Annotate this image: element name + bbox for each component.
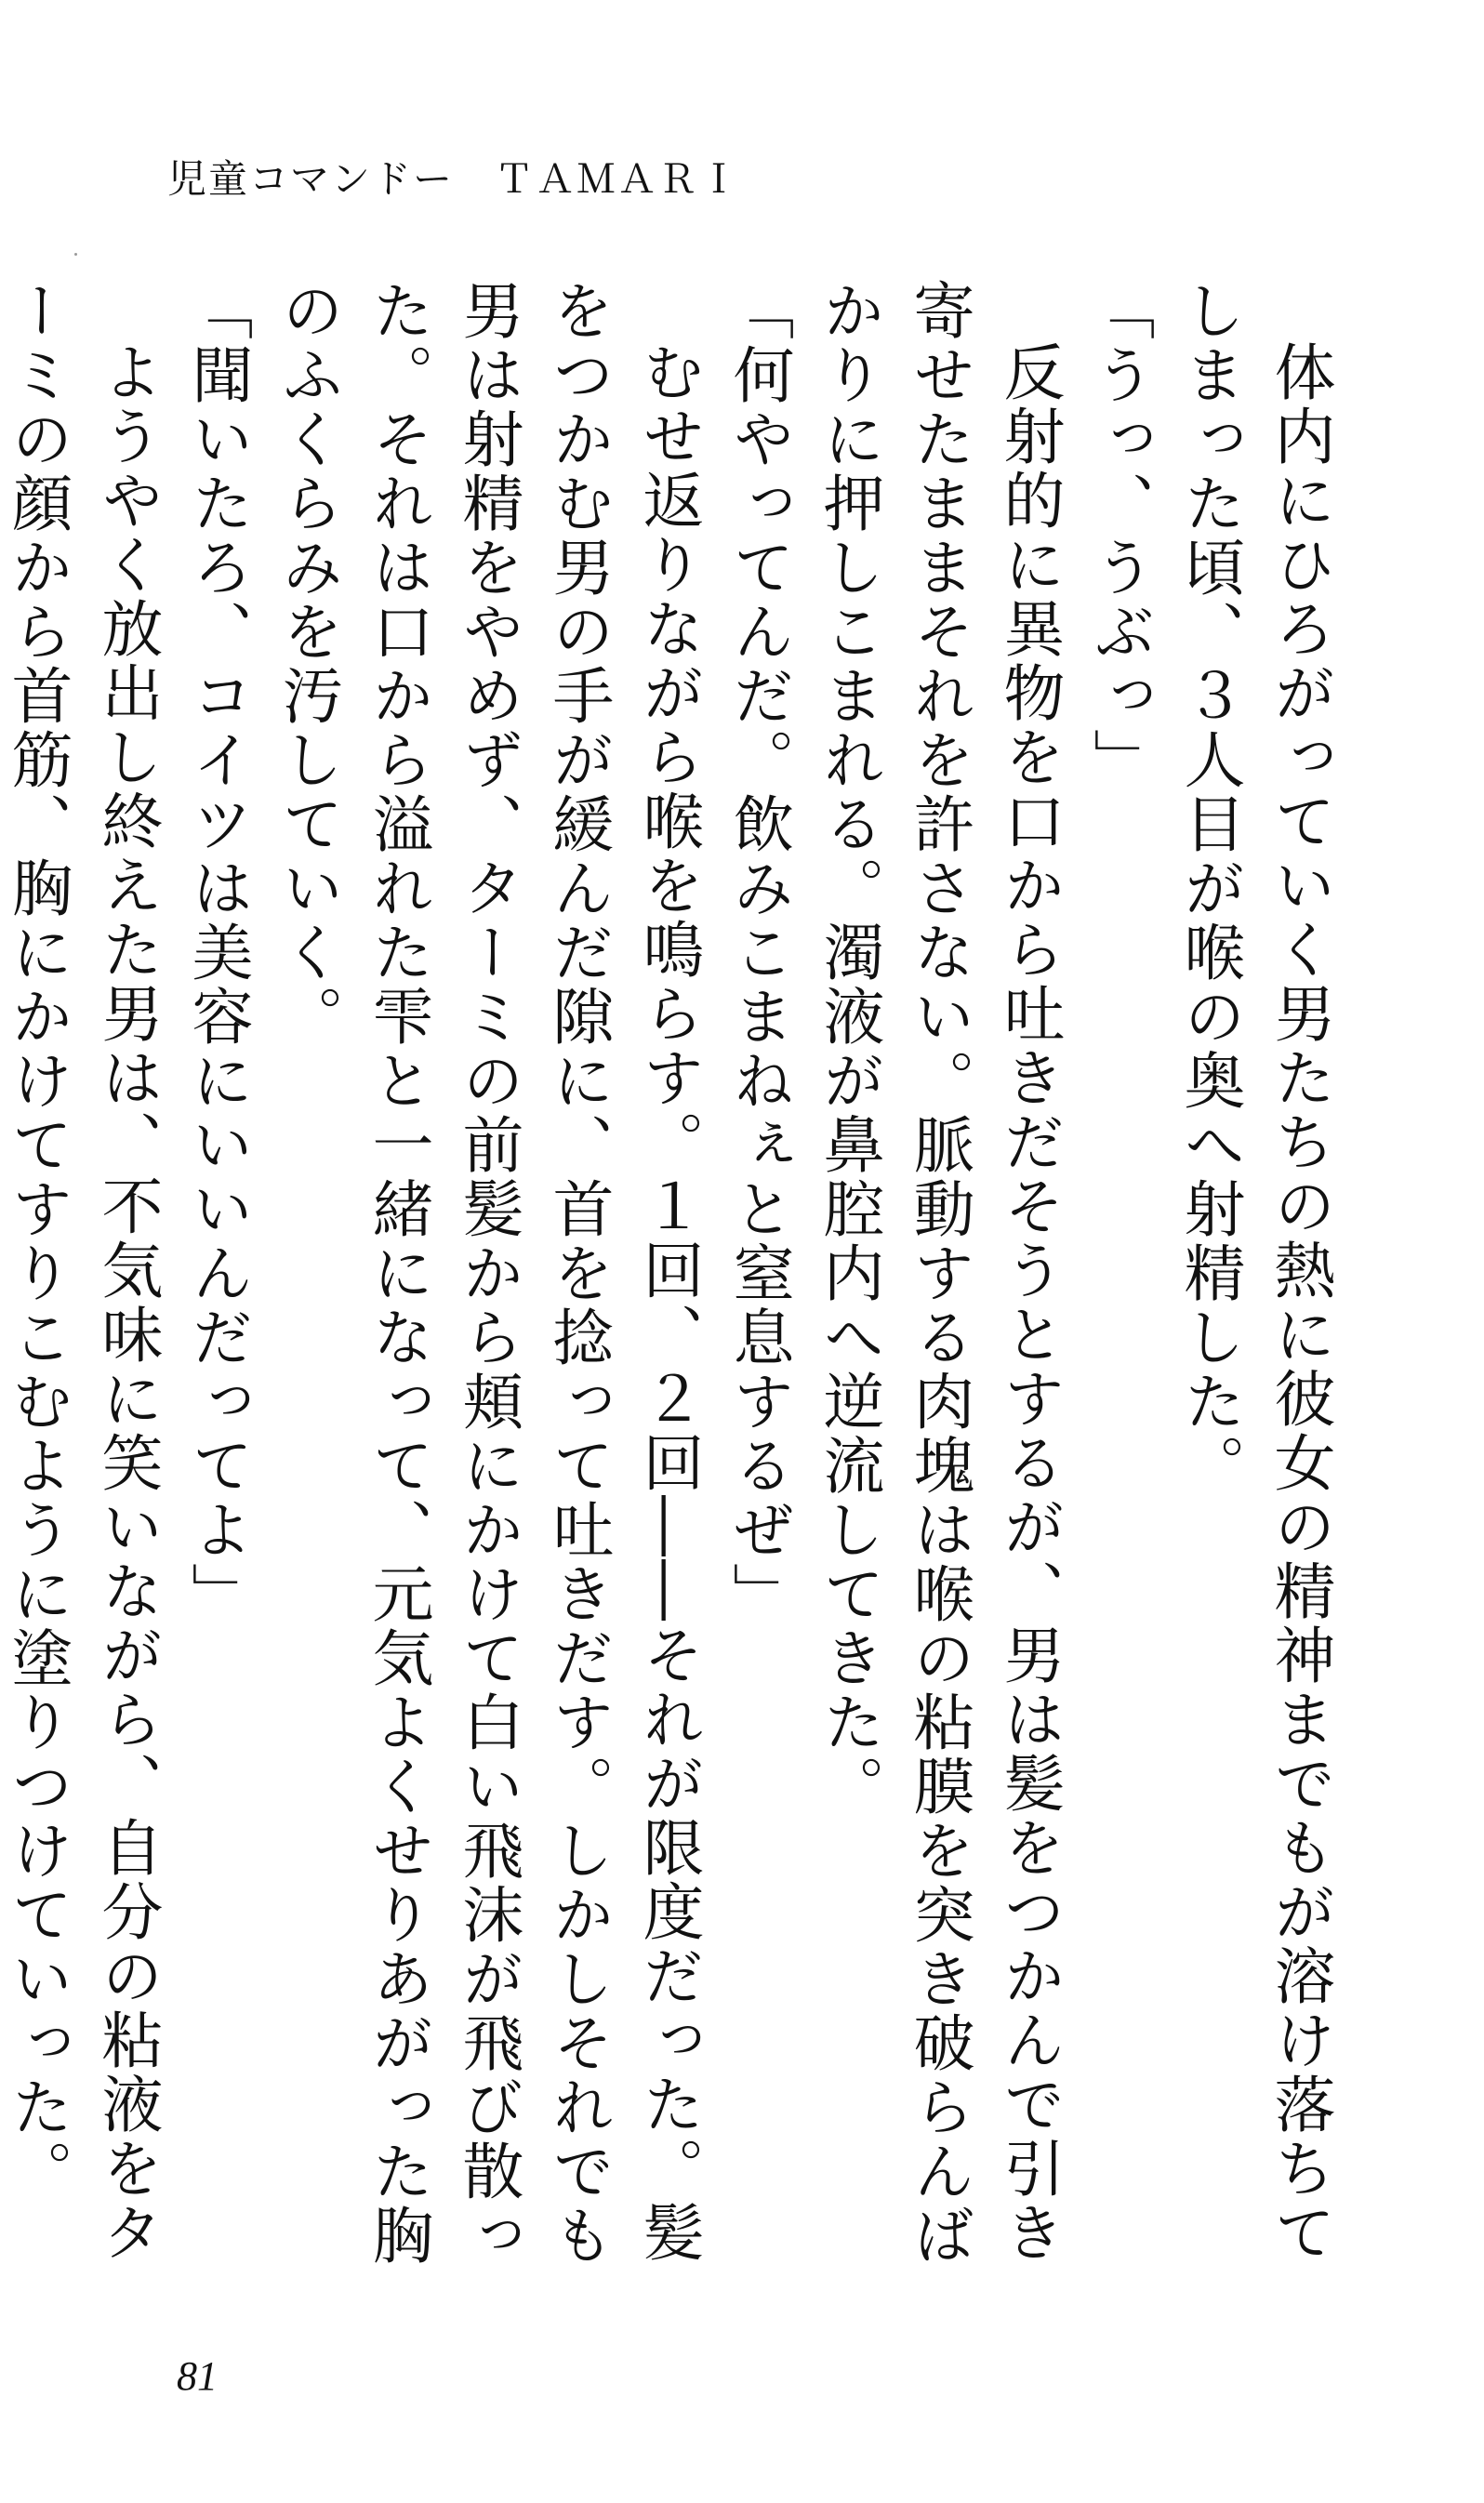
dialogue-paragraph: 「何やってんだ。飲みこまねぇと窒息するぜ」 — [722, 279, 794, 1626]
running-header: 児童コマンドー ＴＡＭＡＲＩ — [167, 156, 741, 202]
vertical-body-text — [1, 279, 1345, 2306]
print-speck — [74, 253, 77, 256]
dialogue-paragraph: 「聞いたろ、コイツは美容にいいんだってよ」 — [181, 279, 253, 1626]
page-number: 81 — [177, 2353, 218, 2399]
paragraph: むせ返りながら喉を鳴らす。１回、２回――それが限度だった。髪をつかむ男の手が緩んだ隙に、首を捻って吐きだす。しかしそれでも男は射精をやめず、ターミの前髪から頬にかけて白い飛沫が飛び散った。それは口から溢れた雫と一緒になって、元気よくせりあがった胸のふくらみを汚していく。 — [272, 279, 704, 2268]
dialogue-paragraph: 「うっ、うぶっ」 — [1083, 279, 1155, 792]
paragraph: 体内にひろがっていく男たちの熱に彼女の精神までもが溶け落ちてしまった頃、３人目が喉の奥へ射精した。 — [1173, 279, 1335, 2265]
paragraph: ようやく放出し終えた男は、不気味に笑いながら、自分の粘液をターミの顔から首筋、胸にかけてすりこむように塗りつけていった。 — [1, 279, 163, 2265]
paragraph: 反射的に異物を口から吐きだそうとするが、男は髪をつかんで引き寄せたままそれを許さない。脈動する肉塊は喉の粘膜を突き破らんばかりに押しこまれる。濁液が鼻腔内へ逆流してきた。 — [813, 279, 1065, 2268]
